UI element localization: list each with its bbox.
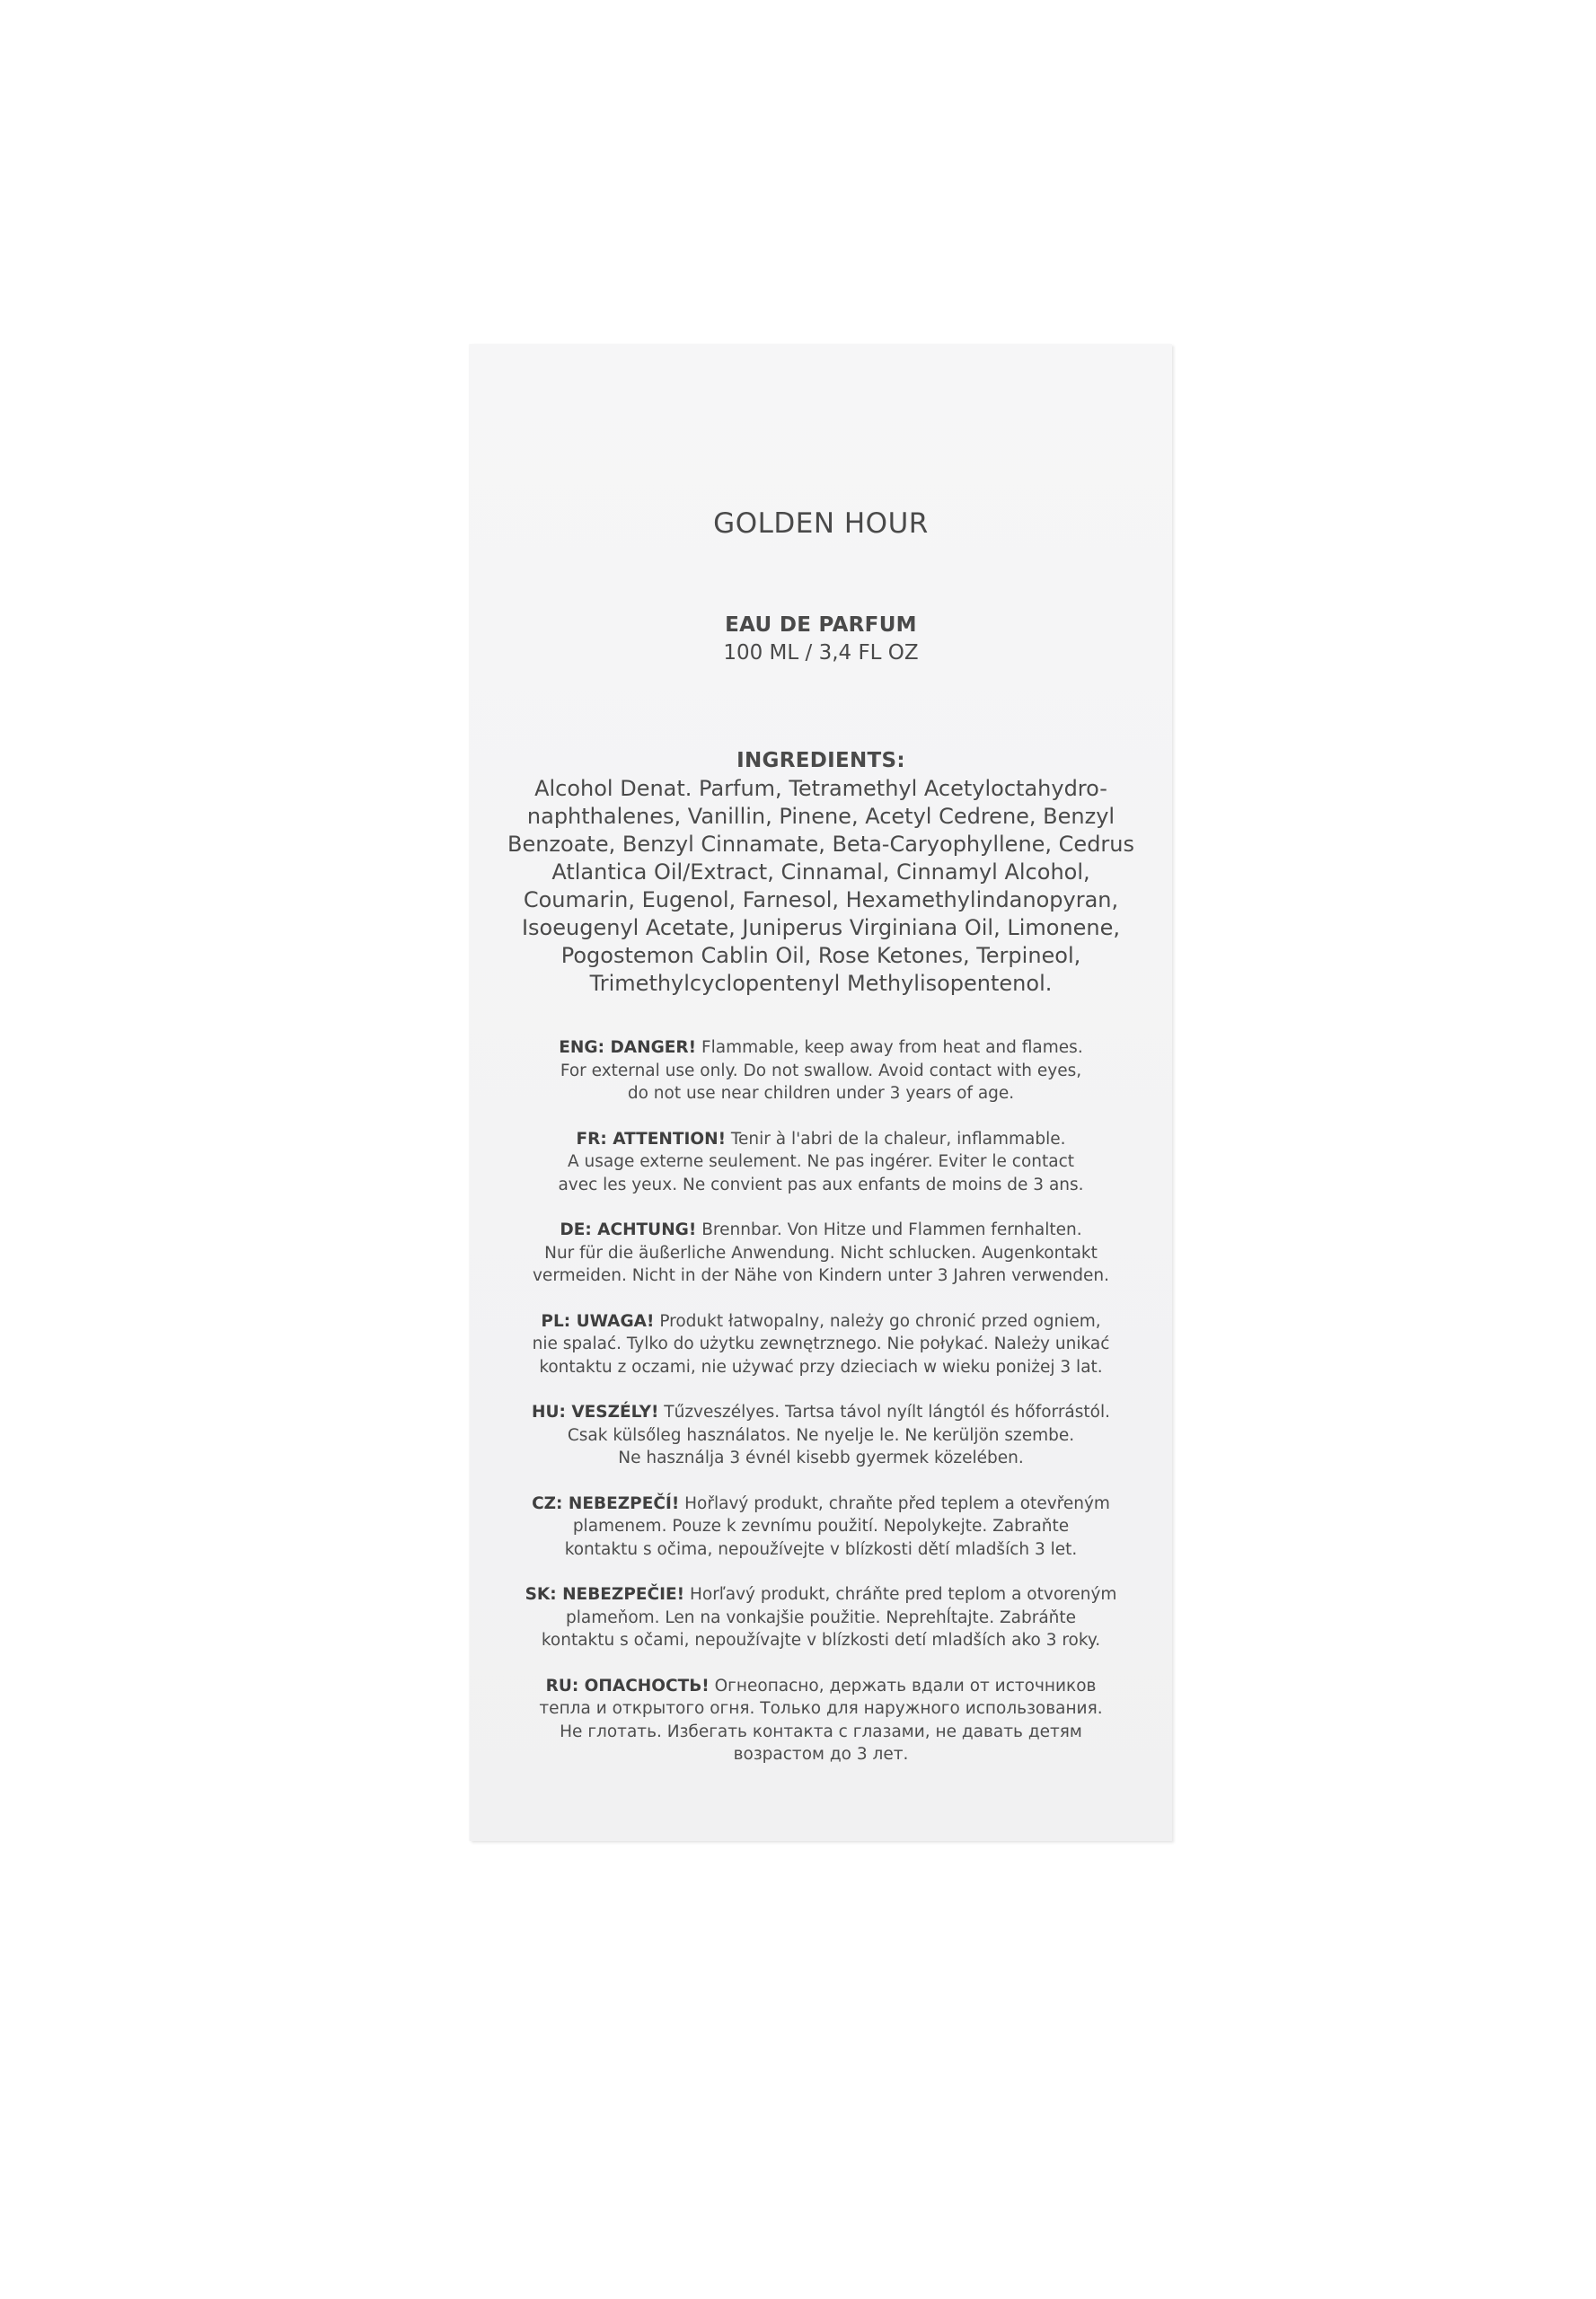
- warning-line: vermeiden. Nicht in der Nähe von Kindern unter 3 Jahren verwenden.: [532, 1266, 1109, 1285]
- warning-line: [470, 1675, 1172, 1698]
- ingredients-line: Pogostemon Cablin Oil, Rose Ketones, Terpineol,: [560, 943, 1081, 968]
- warning-line: возрастом до 3 лет.: [733, 1745, 909, 1764]
- ingredients-line: Atlantica Oil/Extract, Cinnamal, Cinnamyl Alcohol,: [551, 859, 1090, 885]
- ingredients-line: Alcohol Denat. Parfum, Tetramethyl Acetyloctahydro-: [534, 776, 1107, 801]
- product-title: GOLDEN HOUR: [713, 507, 929, 540]
- warning-line: avec les yeux. Ne convient pas aux enfants de moins de 3 ans.: [558, 1175, 1084, 1194]
- warning-line: plameňom. Len na vonkajšie použitie. Neprehĺtajte. Zabráňte: [565, 1608, 1077, 1627]
- warning-text: Tenir à l'abri de la chaleur, inflammable.: [726, 1129, 1066, 1149]
- warning-text: Огнеопасно, держать вдали от источников: [709, 1676, 1097, 1696]
- ingredients-line: Isoeugenyl Acetate, Juniperus Virginiana Oil, Limonene,: [521, 915, 1121, 940]
- warning-label: PL: UWAGA!: [541, 1311, 655, 1331]
- warning-line: For external use only. Do not swallow. Avoid contact with eyes,: [560, 1061, 1082, 1080]
- ingredients-line: naphthalenes, Vanillin, Pinene, Acetyl Cedrene, Benzyl: [526, 804, 1115, 829]
- warning-label: CZ: NEBEZPEČÍ!: [532, 1493, 680, 1513]
- warning-line: nie spalać. Tylko do użytku zewnętrznego. Nie połykać. Należy unikać: [532, 1334, 1110, 1353]
- warning-ru: [470, 1675, 1172, 1766]
- warning-label: FR: ATTENTION!: [576, 1129, 727, 1149]
- warning-label: RU: ОПАСНОСТЬ!: [545, 1676, 710, 1696]
- warning-line: Не глотать. Избегать контакта с глазами, не давать детям: [560, 1722, 1082, 1741]
- warning-text: Horľavý produkt, chráňte pred teplom a otvoreným: [684, 1585, 1117, 1604]
- perfume-box-back-panel: [470, 344, 1172, 1841]
- warning-line: plamenem. Pouze k zevnímu použití. Nepolykejte. Zabraňte: [572, 1517, 1070, 1536]
- warning-text: Brennbar. Von Hitze und Flammen fernhalten.: [696, 1220, 1082, 1239]
- warning-pl: [470, 1310, 1172, 1379]
- warning-text: Hořlavý produkt, chraňte před teplem a otevřeným: [679, 1493, 1110, 1513]
- warning-sk: [470, 1583, 1172, 1652]
- warning-line: [470, 1401, 1172, 1424]
- ingredients-list: [470, 775, 1172, 998]
- warning-line: kontaktu z oczami, nie używać przy dzieciach w wieku poniżej 3 lat.: [539, 1357, 1103, 1377]
- warning-line: Ne használja 3 évnél kisebb gyermek közelében.: [618, 1449, 1024, 1467]
- warning-line: Csak külsőleg használatos. Ne nyelje le. Ne kerüljön szembe.: [567, 1425, 1075, 1445]
- warning-line: do not use near children under 3 years of age.: [627, 1084, 1015, 1103]
- warning-eng: [470, 1036, 1172, 1105]
- warning-label: SK: NEBEZPEČIE!: [525, 1585, 685, 1604]
- safety-warnings: [470, 1036, 1172, 1789]
- warning-text: Produkt łatwopalny, należy go chronić przed ogniem,: [654, 1311, 1101, 1331]
- warning-line: Nur für die äußerliche Anwendung. Nicht schlucken. Augenkontakt: [544, 1243, 1098, 1263]
- ingredients-line: Coumarin, Eugenol, Farnesol, Hexamethylindanopyran,: [523, 887, 1119, 912]
- warning-fr: [470, 1128, 1172, 1197]
- warning-line: [470, 1128, 1172, 1151]
- warning-line: kontaktu s očami, nepoužívajte v blízkosti detí mladších ako 3 roky.: [541, 1631, 1101, 1650]
- warning-line: [470, 1583, 1172, 1607]
- warning-line: kontaktu s očima, nepoužívejte v blízkosti dětí mladších 3 let.: [564, 1539, 1078, 1559]
- product-volume: 100 ML / 3,4 FL OZ: [723, 641, 919, 665]
- warning-de: [470, 1219, 1172, 1288]
- warning-hu: [470, 1401, 1172, 1470]
- warning-line: [470, 1310, 1172, 1334]
- warning-line: A usage externe seulement. Ne pas ingérer. Eviter le contact: [567, 1152, 1075, 1171]
- warning-line: [470, 1036, 1172, 1060]
- warning-label: DE: ACHTUNG!: [560, 1220, 697, 1239]
- ingredients-heading: INGREDIENTS:: [736, 749, 905, 772]
- product-type: EAU DE PARFUM: [725, 613, 917, 637]
- warning-text: Flammable, keep away from heat and flames.: [696, 1038, 1083, 1057]
- warning-line: [470, 1493, 1172, 1516]
- ingredients-line: Benzoate, Benzyl Cinnamate, Beta-Caryophyllene, Cedrus: [507, 832, 1135, 857]
- warning-cz: [470, 1493, 1172, 1562]
- warning-line: [470, 1219, 1172, 1242]
- ingredients-line: Trimethylcyclopentenyl Methylisopentenol.: [589, 971, 1053, 996]
- warning-line: тепла и открытого огня. Только для наружного использования.: [539, 1699, 1103, 1718]
- warning-label: ENG: DANGER!: [559, 1038, 697, 1057]
- warning-label: HU: VESZÉLY!: [532, 1403, 659, 1422]
- warning-text: Tűzveszélyes. Tartsa távol nyílt lángtól és hőforrástól.: [658, 1403, 1110, 1422]
